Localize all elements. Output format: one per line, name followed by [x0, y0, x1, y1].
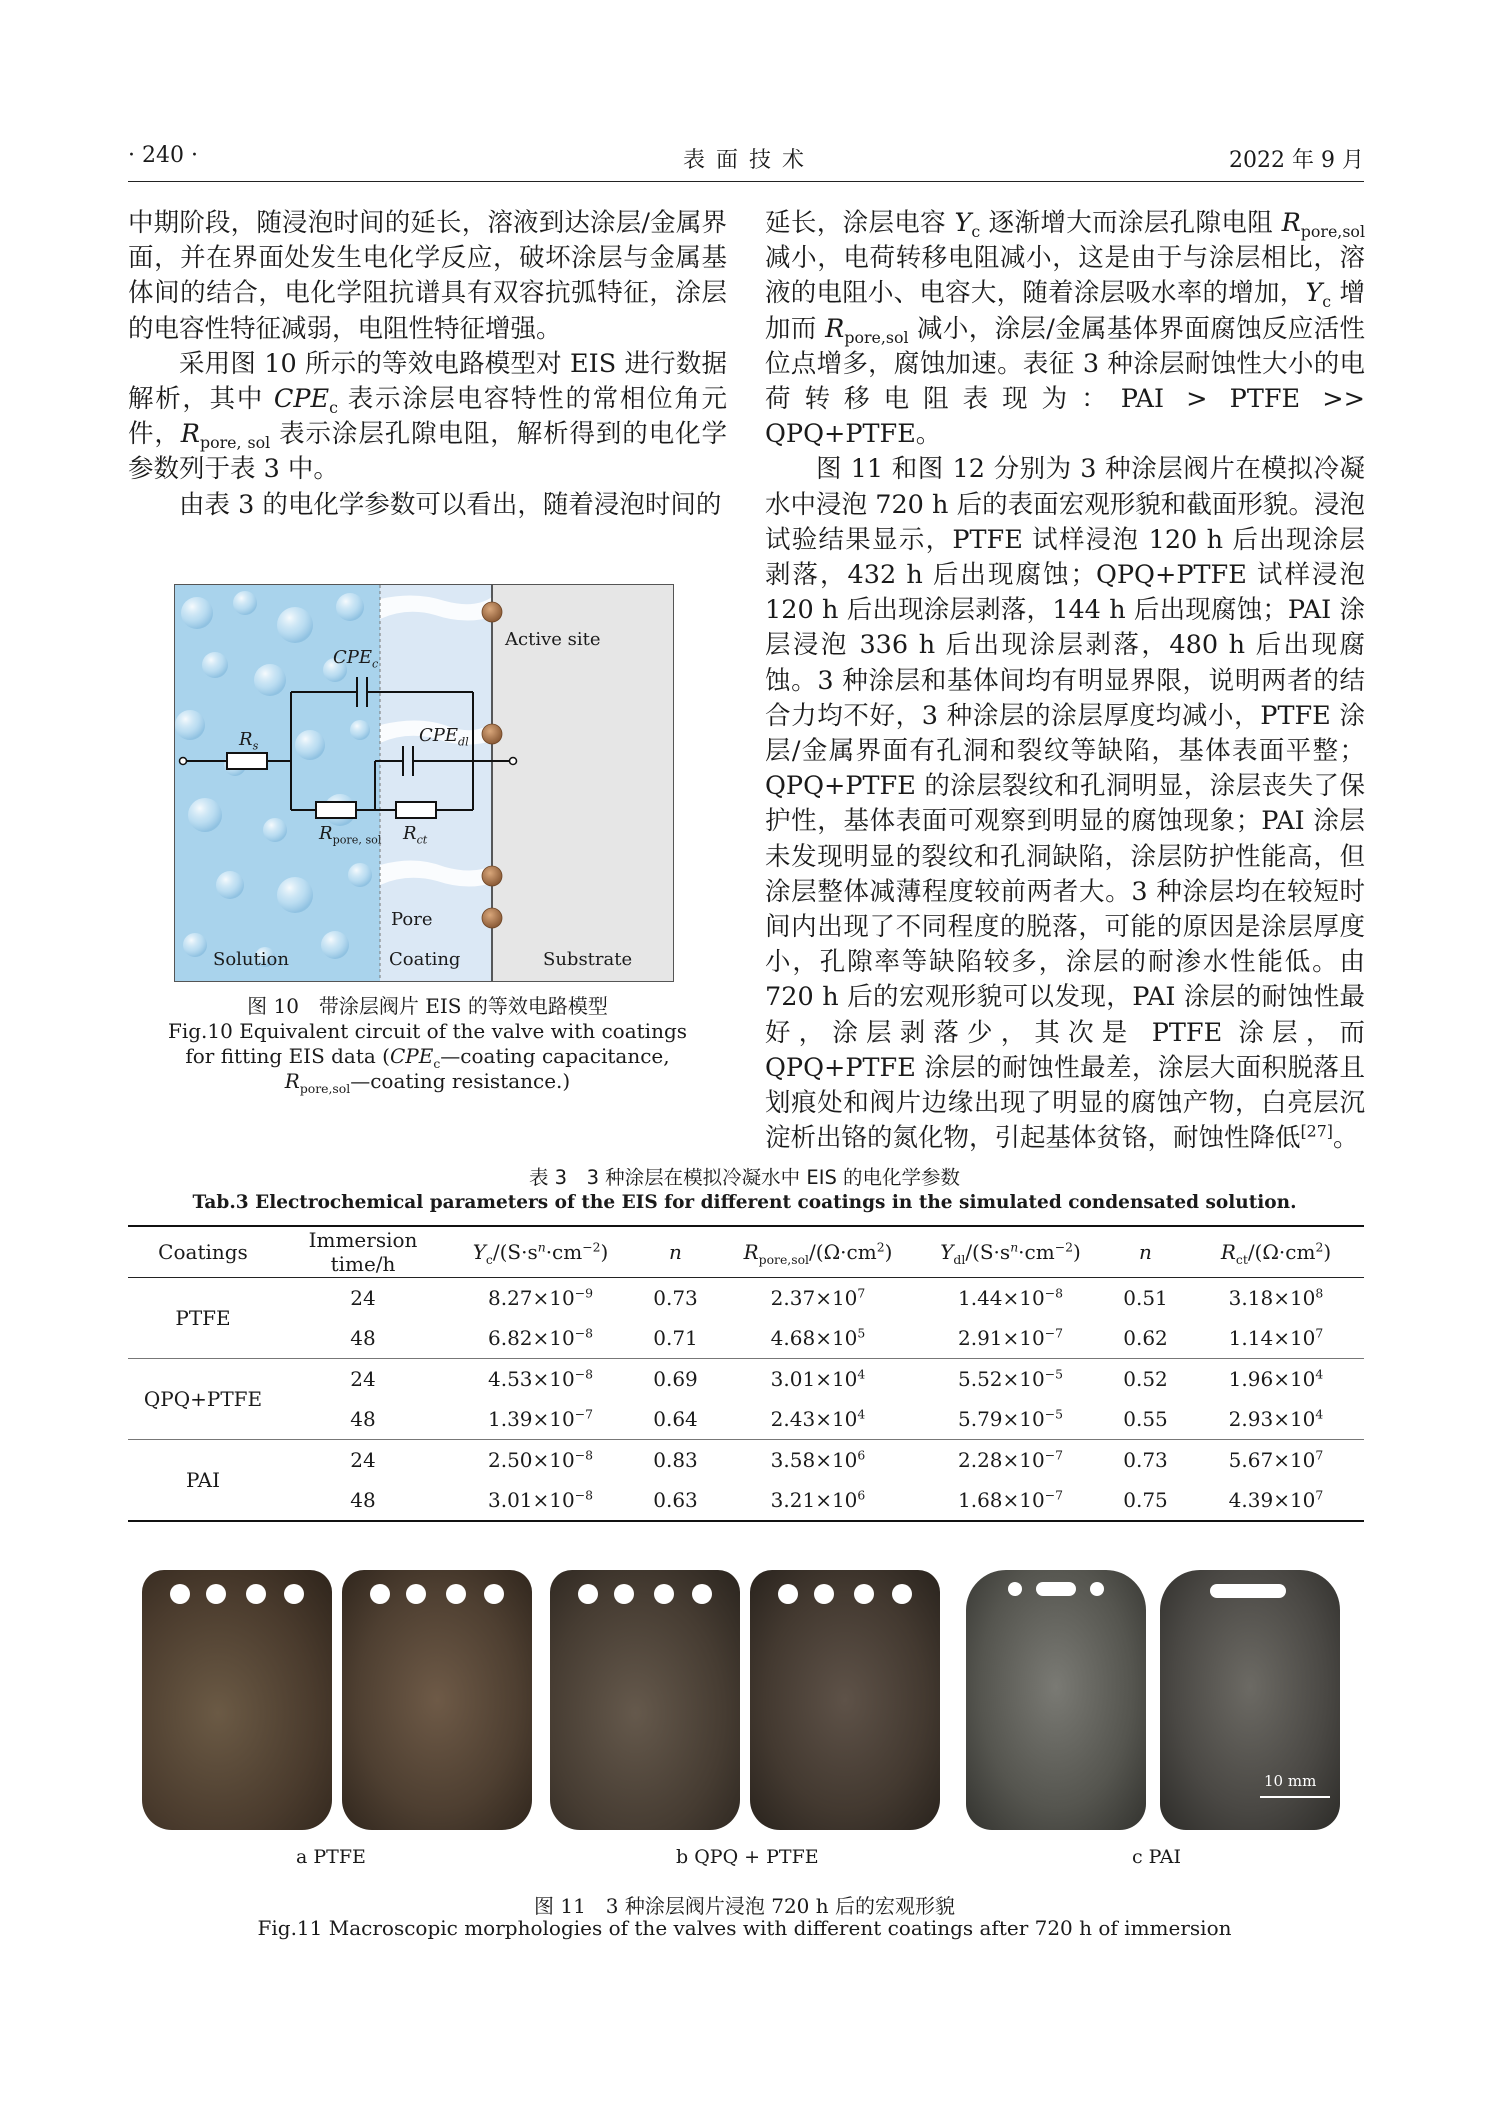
cell-yc: $2.50\times 10^{-8}$: [487, 1447, 593, 1472]
col-rpore: $R_{pore,sol}/(\Omega\cdot cm^2)$: [718, 1227, 918, 1278]
cell-n1: 0.64: [633, 1399, 718, 1440]
cell-time: 48: [278, 1399, 448, 1440]
rpore-resistor: [316, 802, 356, 818]
cell-ydl: $1.68\times 10^{-7}$: [957, 1487, 1063, 1512]
cell-n2: 0.52: [1123, 1367, 1168, 1391]
cell-n2: 0.55: [1103, 1399, 1188, 1440]
cell-time: 48: [278, 1318, 448, 1359]
cell-rpore: $4.68\times 10^5$: [718, 1318, 918, 1359]
valve-photo-pai-2: [1160, 1570, 1340, 1830]
left-column: [128, 206, 727, 523]
cell-yc: $6.82\times 10^{-8}$: [448, 1318, 633, 1359]
figure-10-caption-en-1: Fig.10 Equivalent circuit of the valve with coatings: [167, 1019, 688, 1043]
cell-yc: $1.39\times 10^{-7}$: [448, 1399, 633, 1440]
figure-10-circuit: [174, 584, 674, 982]
panel-label-c: c PAI: [1132, 1846, 1181, 1868]
left-paragraph-2: 采用图 10 所示的等效电路模型对 EIS 进行数据解析，其中 $CPE_c$ 表示涂层电容特性的常相位角元件，$R_{pore, sol}$ 表示涂层孔隙电阻，解析得到的电化学参数列于表 3 中。: [128, 348, 727, 485]
table-row: [128, 1278, 1364, 1319]
cell-yc: $3.01\times 10^{-8}$: [487, 1487, 593, 1512]
issue-date: 2022 年 9 月: [1229, 148, 1364, 173]
valve-photo-qpq-1: [550, 1570, 740, 1830]
cell-yc: $8.27\times 10^{-9}$: [487, 1285, 593, 1310]
cell-n1: 0.69: [653, 1367, 698, 1391]
panel-label-a: a PTFE: [296, 1846, 366, 1868]
left-paragraph-3: 由表 3 的电化学参数可以看出，随着浸泡时间的: [179, 489, 722, 520]
rs-resistor: [227, 753, 267, 769]
cell-n2: 0.51: [1123, 1286, 1168, 1310]
label-r-ct: $R_{ct}$: [403, 823, 428, 847]
figure-11-caption-en: Fig.11 Macroscopic morphologies of the valves with different coatings after 720 h of immersion: [257, 1916, 1232, 1940]
table-row: [128, 1399, 1364, 1440]
right-column: [765, 206, 1365, 1156]
table-row: [128, 1359, 1364, 1400]
cell-coating: PTFE: [128, 1278, 278, 1359]
cell-n2: 0.73: [1123, 1448, 1168, 1472]
header-rule: [128, 181, 1364, 182]
cell-rpore: $3.01\times 10^4$: [770, 1366, 866, 1391]
col-time: Immersion time/h: [278, 1227, 448, 1278]
label-coating: Coating: [389, 949, 461, 970]
table-row: [128, 1480, 1364, 1520]
label-cpe-c: $CPE_c$: [333, 647, 379, 671]
scale-bar: [1260, 1796, 1330, 1798]
cell-n1: 0.83: [653, 1448, 698, 1472]
rct-resistor: [396, 802, 436, 818]
label-rs: $R_s$: [239, 729, 259, 753]
cell-rct: $5.67\times 10^7$: [1228, 1447, 1324, 1472]
table-3: [128, 1225, 1364, 1522]
cell-coating: QPQ+PTFE: [128, 1359, 278, 1440]
scale-bar-label: 10 mm: [1264, 1772, 1317, 1790]
cell-ydl: $2.28\times 10^{-7}$: [957, 1447, 1063, 1472]
cell-n1: 0.71: [633, 1318, 718, 1359]
col-yc: $Y_c/(S\cdot s^n\cdot cm^{-2})$: [448, 1227, 633, 1278]
cell-n2: 0.75: [1123, 1488, 1168, 1512]
cell-n1: 0.73: [653, 1286, 698, 1310]
cell-rct: $1.96\times 10^4$: [1228, 1366, 1324, 1391]
cell-time: 48: [350, 1488, 376, 1512]
valve-photo-pai-1: [966, 1570, 1146, 1830]
col-n2: n: [1103, 1227, 1188, 1278]
cell-n1: 0.63: [653, 1488, 698, 1512]
table-3-grid: [128, 1227, 1364, 1520]
panel-label-b: b QPQ + PTFE: [676, 1846, 819, 1868]
right-paragraph-2: 图 11 和图 12 分别为 3 种涂层阀片在模拟冷凝水中浸泡 720 h 后的表面宏观形貌和截面形貌。浸泡试验结果显示，PTFE 试样浸泡 120 h 后出现涂层剥落，432 h 后出现腐蚀；QPQ+PTFE 试样浸泡 120 h 后出现涂层剥落，144 h 后出现腐蚀；PAI 涂层浸泡 336 h 后出现涂层剥落，480 h 后出现腐蚀。3 种涂层和基体间均有明显界限，说明两者的结合力均不好，3 种涂层的涂层厚度均减小，PTFE 涂层/金属界面有孔洞和裂纹等缺陷，基体表面平整；QPQ+PTFE 的涂层裂纹和孔洞明显，涂层丧失了保护性，基体表面可观察到明显的腐蚀现象；PAI 涂层未发现明显的裂纹和孔洞缺陷，涂层防护性能高，但涂层整体减薄程度较前两者大。3 种涂层均在较短时间内出现了不同程度的脱落，可能的原因是涂层厚度小，孔隙率等缺陷较多，涂层的耐渗水性能低。由 720 h 后的宏观形貌可以发现，PAI 涂层的耐蚀性最好，涂层剥落少，其次是 PTFE 涂层，而 QPQ+PTFE 涂层的耐蚀性最差，涂层大面积脱落且划痕处和阀片边缘出现了明显的腐蚀产物，白亮层沉淀析出铬的氮化物，引起基体贫铬，耐蚀性降低[27]。: [765, 454, 1365, 1154]
col-n1: n: [633, 1227, 718, 1278]
right-paragraph-1: 延长，涂层电容 $Y_c$ 逐渐增大而涂层孔隙电阻 $R_{pore,sol}$ 减小，电荷转移电阻减小，这是由于与涂层相比，溶液的电阻小、电容大，随着涂层吸水率的增加，$Y_c$ 增加而 $R_{pore,sol}$ 减小，涂层/金属基体界面腐蚀反应活性位点增多，腐蚀加速。表征 3 种涂层耐蚀性大小的电荷转移电阻表现为：PAI > PTFE >> QPQ+PTFE。: [765, 208, 1366, 450]
cell-time: 24: [350, 1286, 376, 1310]
table-3-caption-en: Tab.3 Electrochemical parameters of the EIS for different coatings in the simulated condensated solution.: [192, 1192, 1297, 1213]
cell-ydl: $5.52\times 10^{-5}$: [957, 1366, 1063, 1391]
valve-photo-qpq-2: [750, 1570, 940, 1830]
label-pore: Pore: [391, 909, 433, 930]
label-r-pore: $R_{pore, sol}$: [319, 823, 382, 847]
cell-rpore: $3.58\times 10^6$: [770, 1447, 866, 1472]
valve-photo-ptfe-2: [342, 1570, 532, 1830]
cell-rct: $1.14\times 10^7$: [1188, 1318, 1364, 1359]
table-row: [128, 1318, 1364, 1359]
cell-rct: $3.18\times 10^8$: [1228, 1285, 1324, 1310]
figure-10-caption-en-3: $R_{pore,sol}—coating$ resistance.): [284, 1069, 571, 1096]
cell-time: 24: [350, 1448, 376, 1472]
page-number: · 240 ·: [128, 143, 198, 168]
journal-name: 表 面 技 术: [683, 148, 806, 173]
cell-coating: PAI: [186, 1468, 220, 1492]
figure-10-caption-cn: 图 10 带涂层阀片 EIS 的等效电路模型: [247, 994, 608, 1018]
cell-ydl: $1.44\times 10^{-8}$: [957, 1285, 1063, 1310]
cell-rpore: $2.37\times 10^7$: [770, 1285, 866, 1310]
figure-11-caption-cn: 图 11 3 种涂层阀片浸泡 720 h 后的宏观形貌: [533, 1894, 955, 1918]
cell-rct: $4.39\times 10^7$: [1228, 1487, 1324, 1512]
col-ydl: $Y_{dl}/(S\cdot s^n\cdot cm^{-2})$: [918, 1227, 1103, 1278]
label-solution: Solution: [213, 949, 289, 970]
label-substrate: Substrate: [543, 949, 633, 970]
cell-ydl: $5.79\times 10^{-5}$: [918, 1399, 1103, 1440]
cell-yc: $4.53\times 10^{-8}$: [487, 1366, 593, 1391]
cell-n2: 0.62: [1103, 1318, 1188, 1359]
figure-10-caption-en-2: for fitting EIS data ($CPE_c—coating$ capacitance,: [185, 1044, 670, 1071]
cell-rct: $2.93\times 10^4$: [1188, 1399, 1364, 1440]
valve-photo-ptfe-1: [142, 1570, 332, 1830]
cell-ydl: $2.91\times 10^{-7}$: [918, 1318, 1103, 1359]
table-3-caption-cn: 表 3 3 种涂层在模拟冷凝水中 EIS 的电化学参数: [528, 1166, 961, 1189]
table-header-row: [128, 1227, 1364, 1278]
solution-region: [175, 585, 380, 981]
cell-time: 24: [350, 1367, 376, 1391]
col-coatings: Coatings: [128, 1227, 278, 1278]
label-active-site: Active site: [505, 629, 601, 650]
label-cpe-dl: $CPE_{dl}$: [419, 725, 469, 749]
cell-rpore: $3.21\times 10^6$: [770, 1487, 866, 1512]
cell-rpore: $2.43\times 10^4$: [718, 1399, 918, 1440]
figure-10-caption: [128, 994, 727, 1094]
table-row: [128, 1440, 1364, 1481]
left-paragraph-1: 中期阶段，随浸泡时间的延长，溶液到达涂层/金属界面，并在界面处发生电化学反应，破坏涂层与金属基体间的结合，电化学阻抗谱具有双容抗弧特征，涂层的电容性特征减弱，电阻性特征增强。: [128, 208, 727, 344]
col-rct: $R_{ct}/(\Omega\cdot cm^2)$: [1188, 1227, 1364, 1278]
